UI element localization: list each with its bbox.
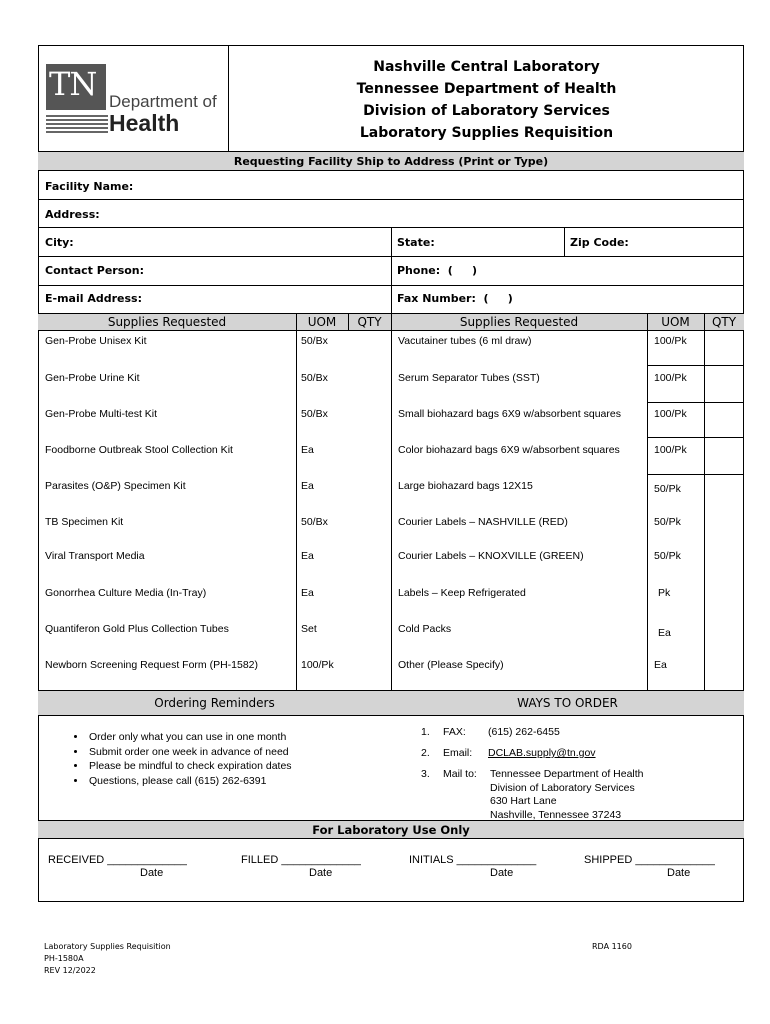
supply-uom: 50/Bx: [301, 335, 328, 347]
city-field[interactable]: City:: [45, 236, 74, 249]
logo-dept-line1: Department of: [109, 92, 217, 111]
supply-item: Small biohazard bags 6X9 w/absorbent squares: [398, 408, 621, 420]
fax-value: (615) 262-6455: [488, 726, 560, 738]
supply-item: Gonorrhea Culture Media (In-Tray): [45, 587, 207, 599]
row-line: [647, 402, 744, 403]
title-lab: Nashville Central Laboratory: [373, 59, 600, 75]
row-line: [647, 474, 744, 475]
col-line: [647, 313, 648, 690]
reminders-heading: Ordering Reminders: [154, 696, 275, 710]
zip-divider-v: [564, 228, 565, 257]
footer-form-number: PH-1580A: [44, 954, 84, 963]
fax-num: 1.: [421, 726, 430, 738]
mail-line: Nashville, Tennessee 37243: [490, 808, 622, 821]
address-field[interactable]: Address:: [45, 208, 100, 221]
logo-stripe: [46, 115, 108, 134]
supply-item: TB Specimen Kit: [45, 516, 124, 528]
shipped-field[interactable]: SHIPPED _____________: [584, 854, 715, 866]
row-line: [647, 437, 744, 438]
mail-line: Division of Laboratory Services: [490, 781, 635, 794]
supply-item: Large biohazard bags 12X15: [398, 480, 533, 492]
supply-uom: 50/Bx: [301, 372, 328, 384]
address-heading: Requesting Facility Ship to Address (Print or Type): [233, 155, 549, 168]
title-dept: Tennessee Department of Health: [356, 81, 617, 97]
supply-item: Gen-Probe Urine Kit: [45, 372, 140, 384]
footer-form-name: Laboratory Supplies Requisition: [44, 942, 171, 951]
supplies-header-qty-left: QTY: [357, 315, 382, 329]
list-item: • Submit order one week in advance of need: [87, 745, 388, 760]
initials-field[interactable]: INITIALS _____________: [409, 854, 537, 866]
supply-uom: Ea: [658, 627, 671, 639]
date-label: Date: [490, 867, 514, 879]
supply-item: Gen-Probe Multi-test Kit: [45, 408, 158, 420]
email-label: Email:: [443, 747, 473, 759]
list-item: • Order only what you can use in one month: [87, 730, 388, 745]
supplies-header-qty-right: QTY: [711, 315, 737, 329]
supply-item: Serum Separator Tubes (SST): [398, 372, 540, 384]
supply-item: Foodborne Outbreak Stool Collection Kit: [45, 444, 233, 456]
footer-code: RDA 1160: [592, 942, 632, 951]
supply-uom: Ea: [654, 659, 667, 671]
supply-uom: 100/Pk: [654, 444, 687, 456]
reminders-list: [38, 730, 388, 788]
supply-item: Vacutainer tubes (6 ml draw): [398, 335, 532, 347]
row-line: [38, 199, 744, 200]
filled-field[interactable]: FILLED _____________: [241, 854, 361, 866]
supply-item: Parasites (O&P) Specimen Kit: [45, 480, 186, 492]
mail-address: [490, 768, 644, 822]
fax-field[interactable]: Fax Number: ( ): [397, 292, 513, 305]
phone-field[interactable]: Phone: ( ): [397, 264, 478, 277]
supplies-header-uom-right: UOM: [661, 315, 690, 329]
logo: [46, 58, 221, 138]
email-field[interactable]: E-mail Address:: [45, 292, 142, 305]
date-label: Date: [309, 867, 333, 879]
list-item: • Please be mindful to check expiration dates: [87, 759, 388, 774]
ways-heading: WAYS TO ORDER: [517, 696, 618, 710]
facility-name-field[interactable]: Facility Name:: [45, 180, 134, 193]
supply-uom: Ea: [301, 587, 314, 599]
supply-item: Quantiferon Gold Plus Collection Tubes: [45, 623, 229, 635]
address-divider-v: [391, 228, 392, 313]
supplies-header-uom-left: UOM: [307, 315, 337, 329]
fax-label: FAX:: [443, 726, 466, 738]
mail-line: Tennessee Department of Health: [490, 768, 644, 780]
supply-uom: 50/Pk: [654, 483, 681, 495]
supply-uom: 50/Pk: [654, 516, 681, 528]
supply-uom: 100/Pk: [654, 335, 687, 347]
date-label: Date: [140, 867, 164, 879]
supply-item: Gen-Probe Unisex Kit: [45, 335, 147, 347]
row-line: [647, 365, 744, 366]
email-link[interactable]: DCLAB.supply@tn.gov: [488, 747, 596, 759]
mail-label: Mail to:: [443, 768, 477, 780]
zip-field[interactable]: Zip Code:: [570, 236, 629, 249]
supplies-header-item-right: Supplies Requested: [459, 315, 579, 329]
page-title: Laboratory Supplies Requisition: [359, 125, 614, 141]
date-label: Date: [667, 867, 691, 879]
supply-uom: 50/Pk: [654, 550, 681, 562]
supply-uom: Pk: [658, 587, 671, 599]
supply-item: Courier Labels – KNOXVILLE (GREEN): [398, 550, 584, 562]
supply-uom: 50/Bx: [301, 516, 328, 528]
col-line: [348, 313, 349, 330]
supply-item: Courier Labels – NASHVILLE (RED): [398, 516, 568, 528]
supply-uom: Set: [301, 623, 317, 635]
email-num: 2.: [421, 747, 430, 759]
supplies-header-item-left: Supplies Requested: [107, 315, 227, 329]
supply-uom: 100/Pk: [301, 659, 334, 671]
received-field[interactable]: RECEIVED _____________: [48, 854, 187, 866]
col-line: [704, 313, 705, 690]
supply-item: Labels – Keep Refrigerated: [398, 587, 526, 599]
lab-use-heading: For Laboratory Use Only: [312, 823, 470, 837]
logo-tn: TN: [49, 65, 97, 103]
supply-uom: 50/Bx: [301, 408, 328, 420]
supply-item: Other (Please Specify): [398, 659, 504, 671]
supply-uom: Ea: [301, 444, 314, 456]
supply-item: Newborn Screening Request Form (PH-1582): [45, 659, 259, 671]
header-titles: [229, 56, 744, 144]
supply-item: Cold Packs: [398, 623, 452, 635]
footer-left: [44, 941, 171, 977]
mail-num: 3.: [421, 768, 430, 780]
logo-dept-line2: Health: [109, 110, 180, 136]
row-line: [38, 330, 744, 331]
mail-line: 630 Hart Lane: [490, 795, 557, 807]
col-line: [296, 313, 297, 690]
supply-uom: 100/Pk: [654, 408, 687, 420]
list-item: • Questions, please call (615) 262-6391: [87, 774, 388, 789]
footer-revision: REV 12/2022: [44, 966, 96, 975]
supply-uom: 100/Pk: [654, 372, 687, 384]
supply-uom: Ea: [301, 550, 314, 562]
contact-field[interactable]: Contact Person:: [45, 264, 145, 277]
supply-uom: Ea: [301, 480, 314, 492]
supply-item: Color biohazard bags 6X9 w/absorbent squares: [398, 444, 620, 456]
state-field[interactable]: State:: [397, 236, 435, 249]
title-division: Division of Laboratory Services: [363, 103, 610, 119]
supply-item: Viral Transport Media: [45, 550, 145, 562]
col-line: [391, 313, 392, 716]
